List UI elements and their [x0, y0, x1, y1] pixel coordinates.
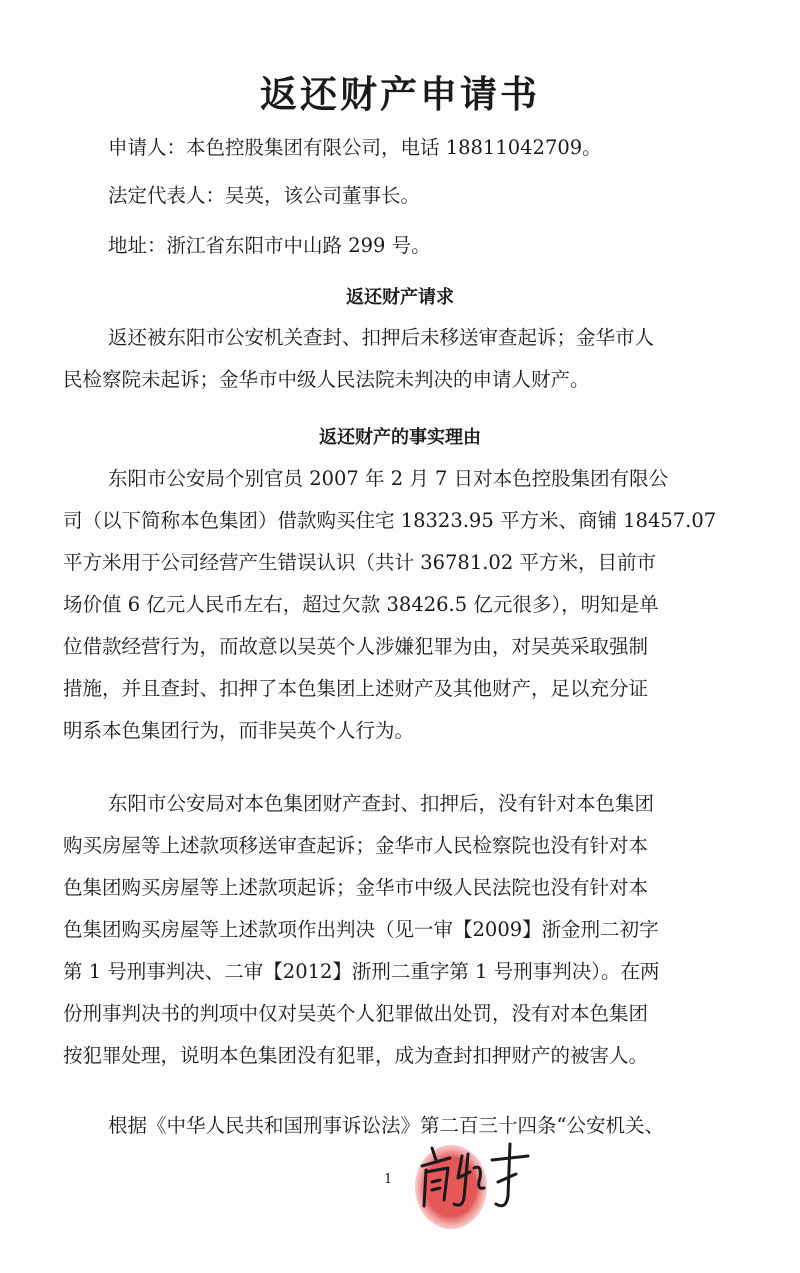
paragraph-line: 份刑事判决书的判项中仅对吴英个人犯罪做出处罚，没有对本色集团 [63, 1002, 649, 1025]
address-line: 地址：浙江省东阳市中山路 299 号。 [108, 234, 431, 257]
paragraph-line: 明系本色集团行为，而非吴英个人行为。 [63, 719, 415, 742]
paragraph-line: 返还被东阳市公安机关查封、扣押后未移送审查起诉；金华市人 [108, 326, 655, 349]
page-number: 1 [384, 1172, 393, 1187]
paragraph-line: 色集团购买房屋等上述款项起诉；金华市中级人民法院也没有针对本 [63, 876, 649, 899]
paragraph-line: 色集团购买房屋等上述款项作出判决（见一审【2009】浙金刑二初字 [63, 918, 659, 941]
paragraph-line: 司（以下简称本色集团）借款购买住宅 18323.95 平方米、商铺 18457.07 [63, 509, 717, 532]
paragraph-line: 位借款经营行为，而故意以吴英个人涉嫌犯罪为由，对吴英采取强制 [63, 635, 649, 658]
paragraph-line: 措施，并且查封、扣押了本色集团上述财产及其他财产，足以充分证 [63, 677, 649, 700]
document-title: 返还财产申请书 [260, 73, 540, 116]
section-heading-reasons: 返还财产的事实理由 [319, 427, 481, 448]
paragraph-line: 场价值 6 亿元人民币左右，超过欠款 38426.5 亿元很多），明知是单 [63, 593, 659, 616]
paragraph-line: 平方米用于公司经营产生错误认识（共计 36781.02 平方米，目前市 [63, 551, 656, 574]
paragraph-line: 购买房屋等上述款项移送审查起诉；金华市人民检察院也没有针对本 [63, 834, 649, 857]
reasons-paragraph-2 [63, 783, 723, 1077]
paragraph-line: 东阳市公安局个别官员 2007 年 2 月 7 日对本色控股集团有限公 [108, 467, 669, 490]
paragraph-line: 按犯罪处理，说明本色集团没有犯罪，成为查封扣押财产的被害人。 [63, 1044, 649, 1067]
paragraph-line: 第 1 号刑事判决、二审【2012】浙刑二重字第 1 号刑事判决）。在两 [63, 960, 660, 983]
section-heading-request: 返还财产请求 [346, 287, 454, 308]
paragraph-line: 根据《中华人民共和国刑事诉讼法》第二百三十四条“公安机关、 [108, 1114, 664, 1137]
applicant-line: 申请人：本色控股集团有限公司，电话 18811042709。 [108, 136, 602, 159]
handwritten-signature [410, 1138, 540, 1218]
reasons-paragraph-3 [63, 1105, 723, 1147]
paragraph-line: 东阳市公安局对本色集团财产查封、扣押后，没有针对本色集团 [108, 792, 655, 815]
legal-representative-line: 法定代表人：吴英，该公司董事长。 [108, 184, 421, 207]
reasons-paragraph-1 [63, 458, 723, 752]
request-paragraph [63, 317, 723, 401]
paragraph-line: 民检察院未起诉；金华市中级人民法院未判决的申请人财产。 [63, 368, 590, 391]
